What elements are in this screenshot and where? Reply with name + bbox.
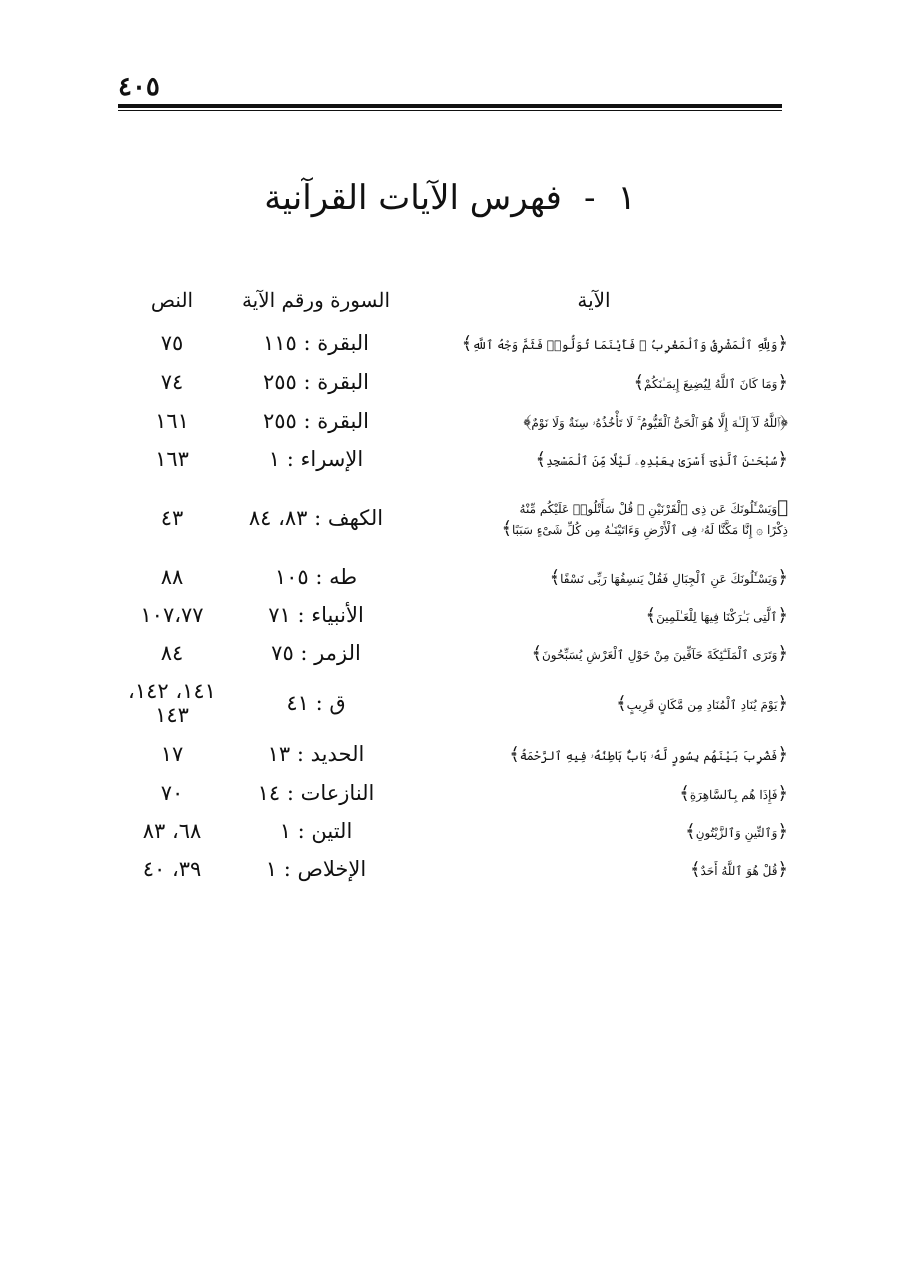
ornament-close-icon: ﴾ (549, 566, 561, 588)
surah-cell: الإسراء : ١ (268, 447, 364, 471)
verse-cell (400, 558, 788, 596)
text-page-cell: ١٤١، ١٤٢، ١٤٣ (128, 679, 216, 727)
verse-text-line2 (400, 518, 788, 539)
verse-text (400, 643, 788, 664)
verse-cell (400, 634, 788, 672)
ornament-open-icon: ﴿ (777, 566, 788, 588)
ornament-close-icon: ﴾ (523, 410, 532, 432)
ornament-close-icon: ﴾ (689, 858, 701, 880)
surah-cell: النازعات : ١٤ (257, 781, 375, 805)
verse-cell (400, 362, 788, 402)
text-page-cell: ٦٨، ٨٣ (142, 819, 202, 843)
verse-words: وَٱلتِّينِ وَٱلزَّيْتُونِ (695, 825, 778, 840)
verses-index-table (112, 286, 788, 888)
surah-cell: التين : ١ (279, 819, 353, 843)
verse-words: ٱللَّهُ لَآ إِلَـٰهَ إِلَّا هُوَ ٱلْحَىُّ ٱلْقَيُّومُ ۚ لَا تَأْخُذُهُۥ سِنَةٌ وَلَا نَوْمٌ (531, 415, 781, 430)
ornament-close-icon: ﴾ (679, 782, 690, 804)
title-number: ١ (617, 178, 636, 218)
text-page-cell: ٨٤ (160, 641, 184, 665)
surah-cell: الأنبياء : ٧١ (268, 603, 364, 627)
header-text: النص (150, 288, 194, 312)
ornament-open-icon: ﴿ (777, 782, 788, 804)
surah-cell: الكهف : ٨٣، ٨٤ (248, 506, 384, 530)
verse-words: وَيَسْـَٔلُونَكَ عَن ذِى ٱلْقَرْنَيْنِ ۖ قُلْ سَأَتْلُوا۟ عَلَيْكُم مِّنْهُ (519, 502, 778, 516)
table-row (112, 558, 788, 596)
ornament-open-icon: ﴿ (777, 332, 788, 354)
text-page-cell: ١٠٧،٧٧ (140, 603, 204, 627)
header-verse: الآية (577, 288, 611, 312)
text-page-cell: ١٦٣ (155, 447, 189, 471)
verse-cell (400, 850, 788, 888)
table-row (112, 774, 788, 812)
verse-text (400, 693, 788, 714)
verse-words: سُبْحَـٰنَ ٱلَّذِىٓ أَسْرَىٰ بِعَبْدِهِۦ لَيْلًا مِّنَ ٱلْمَسْجِدِ (546, 453, 778, 468)
surah-cell: طه : ١٠٥ (274, 565, 358, 589)
verse-text (400, 411, 788, 432)
text-page-cell: ١٦١ (155, 409, 189, 433)
verse-cell (400, 478, 788, 558)
text-page-cell: ٣٩، ٤٠ (142, 857, 202, 881)
table-row (112, 478, 788, 558)
ornament-close-icon: ﴾ (633, 371, 644, 393)
ornament-open-icon: ﴿ (777, 858, 788, 880)
surah-cell: البقرة : ١١٥ (262, 331, 370, 355)
text-page-cell: ٤٣ (160, 506, 184, 530)
verse-words: وَتَرَى ٱلْمَلَـٰٓئِكَةَ حَآفِّينَ مِنْ حَوْلِ ٱلْعَرْشِ يُسَبِّحُونَ (541, 647, 778, 662)
ornament-close-icon: ﴾ (685, 820, 696, 842)
verse-words: يَوْمَ يُنَادِ ٱلْمُنَادِ مِن مَّكَانٍ قَرِيبٍ (626, 697, 778, 712)
table-row (112, 850, 788, 888)
verse-cell (400, 672, 788, 734)
header-rule-thick (118, 104, 782, 108)
verse-words: ٱلَّتِى بَـٰرَكْنَا فِيهَا لِلْعَـٰلَمِينَ (656, 609, 778, 624)
verse-text (400, 567, 788, 588)
table-row (112, 324, 788, 362)
verse-text (400, 821, 788, 842)
verse-words: فَإِذَا هُم بِٱلسَّاهِرَةِ (689, 787, 778, 802)
surah-cell: ق : ٤١ (286, 691, 346, 715)
verse-cell (400, 402, 788, 440)
page-title (0, 178, 900, 218)
ornament-close-icon: ﴾ (509, 743, 520, 765)
verse-text (400, 783, 788, 804)
text-page-cell: ٨٨ (160, 565, 184, 589)
table-row (112, 362, 788, 402)
table-row (112, 734, 788, 774)
verse-cell (400, 596, 788, 634)
verse-text (400, 449, 788, 470)
header-rule-thin (118, 110, 782, 111)
verse-cell (400, 440, 788, 478)
ornament-close-icon: ﴾ (461, 332, 473, 354)
table-body (112, 324, 788, 888)
verse-words: وَمَا كَانَ ٱللَّهُ لِيُضِيعَ إِيمَـٰنَكُمْ (643, 376, 778, 391)
ornament-close-icon: ﴾ (645, 604, 657, 626)
surah-cell: الزمر : ٧٥ (271, 641, 361, 665)
table-header-row (112, 286, 788, 324)
ornament-open-icon: ﴿ (777, 448, 788, 470)
verse-cell (400, 774, 788, 812)
surah-cell: الحديد : ١٣ (267, 742, 365, 766)
ornament-open-icon: ﴿ (777, 371, 788, 393)
surah-cell: البقرة : ٢٥٥ (262, 370, 370, 394)
table-row (112, 634, 788, 672)
title-text: فهرس الآيات القرآنية (264, 178, 562, 218)
header-surah: السورة ورقم الآية (241, 288, 391, 312)
text-page-cell: ٧٥ (160, 331, 184, 355)
text-page-cell: ٧٠ (160, 781, 184, 805)
verse-text (400, 605, 788, 626)
verse-words: قُلْ هُوَ ٱللَّهُ أَحَدٌ (700, 863, 778, 878)
text-page-cell: ١٧ (160, 742, 184, 766)
table-row (112, 672, 788, 734)
ornament-close-icon: ﴾ (531, 642, 542, 664)
ornament-open-icon: ﴿ (777, 604, 788, 626)
verse-cell (400, 812, 788, 850)
ornament-open-icon: ﴿ (777, 743, 788, 765)
ornament-open-icon: ﴿ (777, 642, 788, 664)
ornament-close-icon: ﴾ (616, 692, 627, 714)
verse-text (400, 333, 788, 354)
surah-cell: البقرة : ٢٥٥ (262, 409, 370, 433)
surah-cell: الإخلاص : ١ (265, 857, 367, 881)
ornament-open-icon: ﴿ (777, 497, 788, 518)
ornament-open-icon: ﴿ (777, 820, 788, 842)
ornament-open-icon: ﴿ (780, 410, 788, 432)
table-row (112, 402, 788, 440)
page-number: ٤٠٥ (118, 72, 160, 102)
ornament-close-icon: ﴾ (535, 448, 547, 470)
verse-cell (400, 324, 788, 362)
verse-text (400, 497, 788, 518)
verse-words: ذِكْرًا ۞ إِنَّا مَكَّنَّا لَهُۥ فِى ٱلْأَرْضِ وَءَاتَيْنَـٰهُ مِن كُلِّ شَىْءٍ سَبَبًا (512, 523, 788, 537)
ornament-open-icon: ﴿ (777, 692, 788, 714)
title-dash: - (583, 178, 596, 218)
verse-words: وَلِلَّهِ ٱلْمَشْرِقُ وَٱلْمَغْرِبُ ۚ فَأَيْنَمَا تُوَلُّوا۟ فَثَمَّ وَجْهُ ٱللَّهِ (472, 337, 778, 352)
table-row (112, 812, 788, 850)
table-row (112, 440, 788, 478)
verse-text (400, 859, 788, 880)
verse-words: فَضُرِبَ بَيْنَهُم بِسُورٍ لَّهُۥ بَابٌۢ بَاطِنُهُۥ فِيهِ ٱلرَّحْمَةُ (519, 748, 778, 763)
verse-words: وَيَسْـَٔلُونَكَ عَنِ ٱلْجِبَالِ فَقُلْ يَنسِفُهَا رَبِّى نَسْفًا (560, 571, 778, 586)
table-row (112, 596, 788, 634)
verse-text (400, 744, 788, 765)
verse-text (400, 372, 788, 393)
verse-cell (400, 734, 788, 774)
ornament-close-icon: ﴾ (501, 518, 512, 539)
text-page-cell: ٧٤ (160, 370, 184, 394)
